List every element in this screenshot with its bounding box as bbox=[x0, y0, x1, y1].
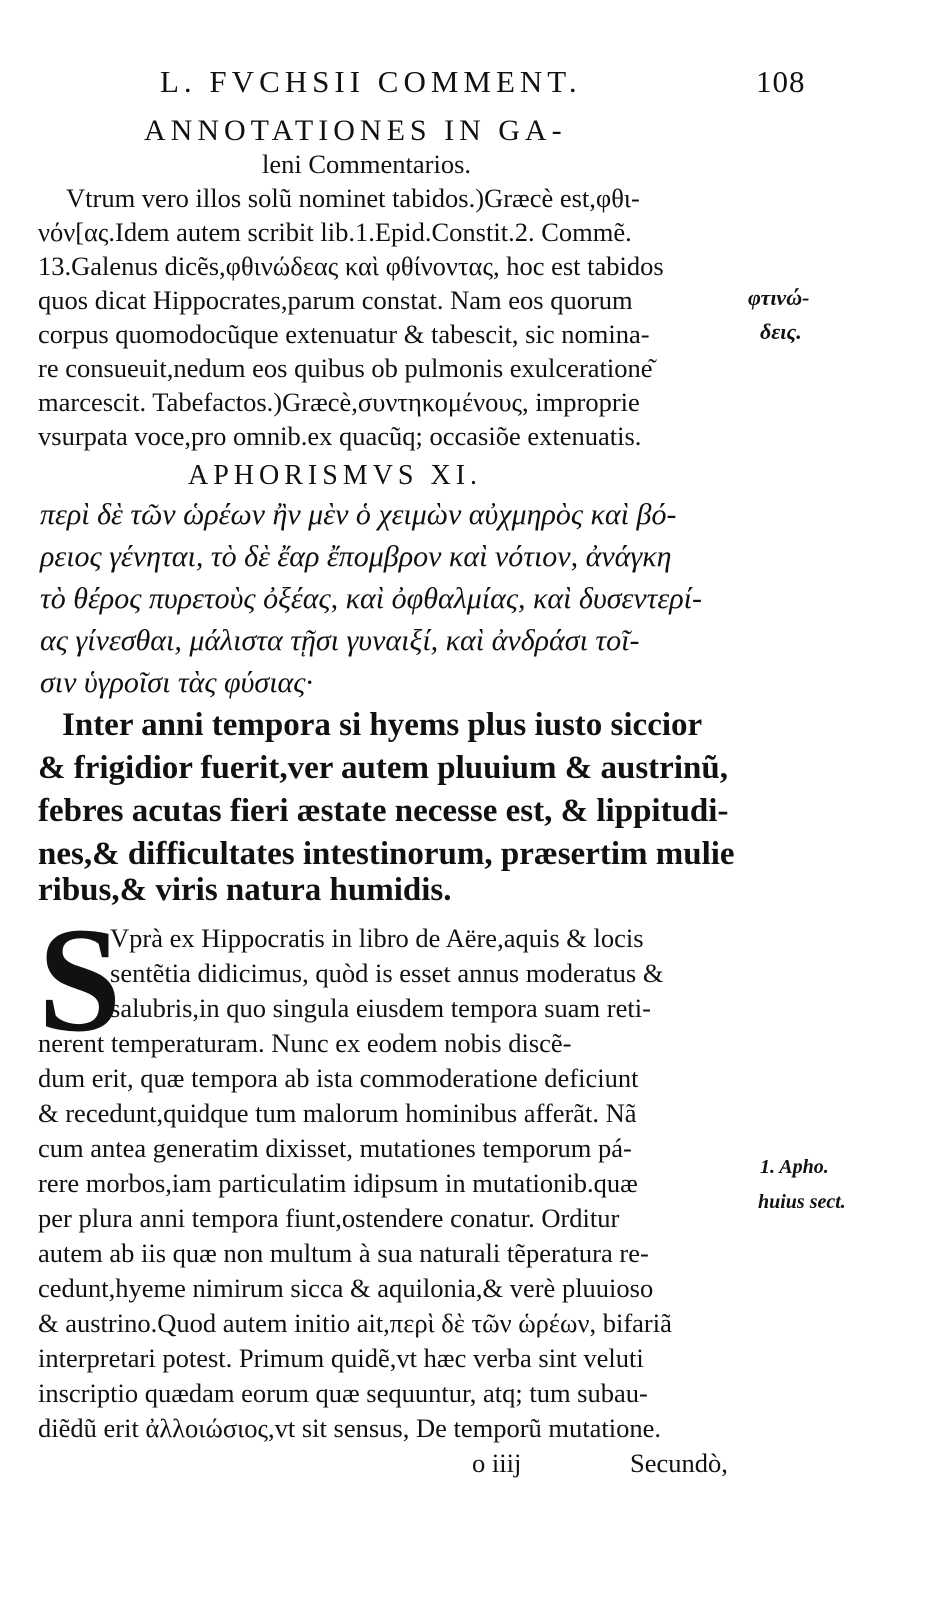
catchword: Secundò, bbox=[630, 1448, 728, 1478]
commentary-line: dum erit, quæ tempora ab ista commoderatione deficiunt bbox=[38, 1063, 639, 1093]
greek-line: ας γίνεσθαι, μάλιστα τῇσι γυναιξί, καὶ ἀνδράσι τοῖ- bbox=[40, 624, 640, 657]
commentary-line: autem ab iis quæ non multum à sua naturali tẽperatura re- bbox=[38, 1238, 649, 1268]
commentary-line: cedunt,hyeme nimirum sicca & aquilonia,& verè pluuioso bbox=[38, 1273, 654, 1303]
commentary-line: rere morbos,iam particulatim idipsum in mutationib.quæ bbox=[38, 1168, 638, 1198]
latin-aphorism-line: nes,& difficultates intestinorum, præsertim mulie bbox=[38, 836, 735, 872]
greek-line: σιν ὑγροῖσι τὰς φύσιας· bbox=[40, 666, 313, 699]
latin-aphorism-line: ribus,& viris natura humidis. bbox=[38, 872, 452, 908]
commentary-line: cum antea generatim dixisset, mutationes temporum pá- bbox=[38, 1133, 632, 1163]
annotation-line: Vtrum vero illos solũ nominet tabidos.)Græcè est,φθι- bbox=[66, 183, 640, 213]
latin-aphorism-line: Inter anni tempora si hyems plus iusto siccior bbox=[62, 707, 703, 743]
commentary-line: inscriptio quædam eorum quæ sequuntur, atq; tum subau- bbox=[38, 1378, 648, 1408]
annotation-line: marcescit. Tabefactos.)Græcè,συντηκομένους, improprie bbox=[38, 387, 640, 417]
margin-note-aphorism-line1: 1. Apho. bbox=[760, 1156, 829, 1178]
margin-note-aphorism-line2: huius sect. bbox=[758, 1191, 846, 1213]
annotation-line: corpus quomodocũque extenuatur & tabescit, sic nomina- bbox=[38, 319, 650, 349]
annotation-line: vsurpata voce,pro omnib.ex quacũq; occasiõe extenuatis. bbox=[38, 421, 642, 451]
running-head-title: L. FVCHSII COMMENT. bbox=[160, 64, 582, 99]
commentary-line: sentẽtia didicimus, quòd is esset annus moderatus & bbox=[110, 958, 664, 988]
commentary-line: diẽdũ erit ἀλλοιώσιος,vt sit sensus, De temporũ mutatione. bbox=[38, 1413, 662, 1443]
latin-aphorism-line: febres acutas fieri æstate necesse est, & lippitudi- bbox=[38, 793, 729, 829]
annotations-heading: ANNOTATIONES IN GA- bbox=[144, 114, 567, 147]
annotations-subheading: leni Commentarios. bbox=[262, 149, 472, 179]
annotation-line: νόν[ας.Idem autem scribit lib.1.Epid.Constit.2. Commẽ. bbox=[38, 217, 632, 247]
aphorism-heading: APHORISMVS XI. bbox=[188, 460, 483, 491]
latin-aphorism-line: & frigidior fuerit,ver autem pluuium & austrinũ, bbox=[38, 750, 728, 786]
commentary-line: & recedunt,quidque tum malorum hominibus afferãt. Nã bbox=[38, 1098, 637, 1128]
signature-mark: o iiij bbox=[472, 1448, 522, 1478]
greek-line: τὸ θέρος πυρετοὺς ὀξέας, καὶ ὀφθαλμίας, καὶ δυσεντερί- bbox=[40, 582, 702, 615]
commentary-line: Vprà ex Hippocratis in libro de Aëre,aquis & locis bbox=[110, 923, 644, 953]
annotation-line: 13.Galenus dicẽs,φθινώδεας καὶ φθίνοντας, hoc est tabidos bbox=[38, 251, 664, 281]
annotation-line: quos dicat Hippocrates,parum constat. Nam eos quorum bbox=[38, 285, 633, 315]
commentary-line: interpretari potest. Primum quidẽ,vt hæc verba sint veluti bbox=[38, 1343, 644, 1373]
margin-note-phthinodeis-line1: φτινώ- bbox=[748, 285, 810, 310]
commentary-line: per plura anni tempora fiunt,ostendere conatur. Orditur bbox=[38, 1203, 620, 1233]
commentary-line: nerent temperaturam. Nunc ex eodem nobis discẽ- bbox=[38, 1028, 572, 1058]
annotation-line: re consueuit,nedum eos quibus ob pulmonis exulceratione͂ bbox=[38, 353, 653, 383]
drop-cap: S bbox=[38, 897, 122, 1063]
commentary-line: & austrino.Quod autem initio ait,περὶ δὲ τῶν ὡρέων, bifariã bbox=[38, 1308, 672, 1338]
commentary-line: salubris,in quo singula eiusdem tempora suam reti- bbox=[110, 993, 651, 1023]
greek-line: περὶ δὲ τῶν ὡρέων ἢν μὲν ὁ χειμὼν αὐχμηρὸς καὶ βό- bbox=[40, 498, 677, 531]
folio-number: 108 bbox=[756, 64, 806, 99]
margin-note-phthinodeis-line2: δεις. bbox=[760, 319, 802, 344]
greek-line: ρειος γένηται, τὸ δὲ ἔαρ ἔπομβρον καὶ νότιον, ἀνάγκη bbox=[40, 540, 672, 573]
